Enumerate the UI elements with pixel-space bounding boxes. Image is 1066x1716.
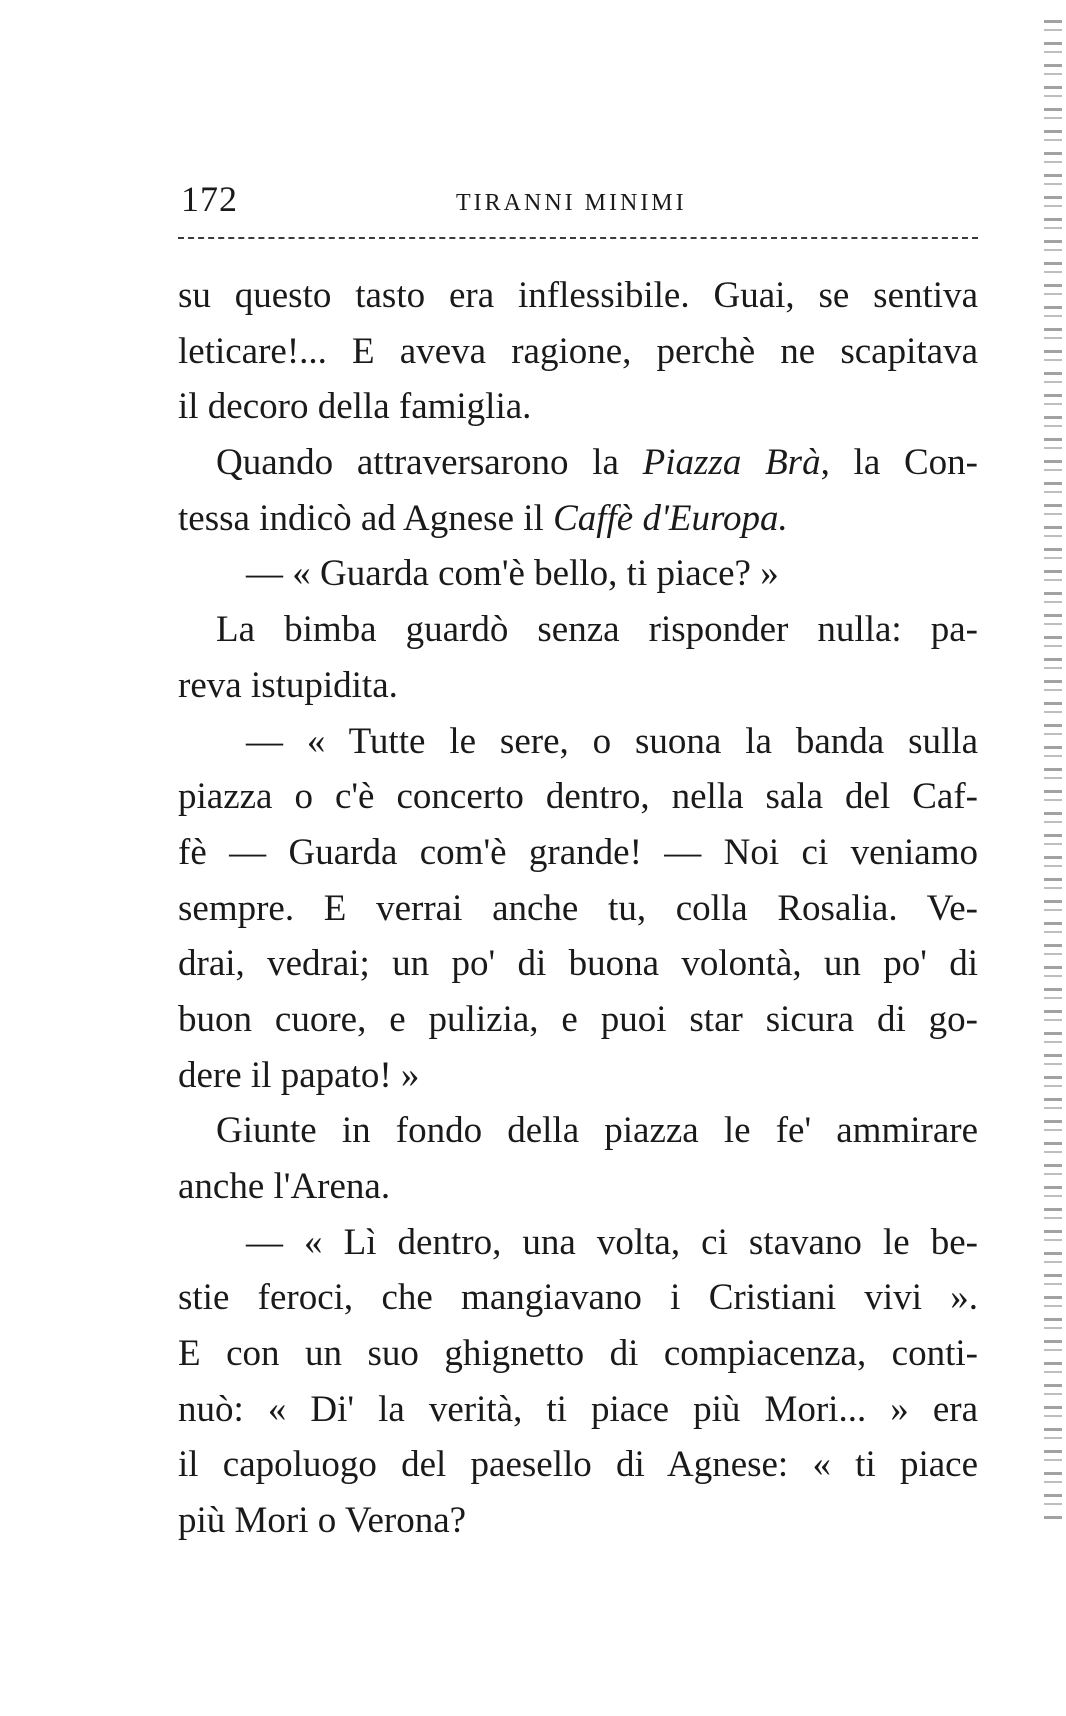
place-name-italic: Piazza Brà <box>642 442 821 484</box>
text-line: — « Lì dentro, una volta, ci stavano le be- <box>246 1221 978 1263</box>
text-segment: Quando attraversarono la <box>216 442 643 484</box>
text-line: E con un suo ghignetto di compiacenza, conti- <box>178 1333 978 1375</box>
body-text <box>178 268 978 1549</box>
text-line: — « Guarda com'è bello, ti piace? » <box>246 553 779 595</box>
text-line: La bimba guardò senza risponder nulla: pa- <box>216 609 978 651</box>
text-line: Giunte in fondo della piazza le fe' ammirare <box>216 1110 978 1152</box>
text-line <box>178 435 978 491</box>
text-line <box>178 491 978 547</box>
text-line: su questo tasto era inflessibile. Guai, se sentiva <box>178 275 978 316</box>
place-name-italic: Caffè d'Europa. <box>553 497 788 539</box>
text-line: il decoro della famiglia. <box>178 386 532 428</box>
text-line: drai, vedrai; un po' di buona volontà, un po' di <box>178 943 978 985</box>
text-line: fè — Guarda com'è grande! — Noi ci veniamo <box>178 831 978 873</box>
text-line: il capoluogo del paesello di Agnese: « ti piace <box>178 1444 978 1486</box>
text-line: buon cuore, e pulizia, e puoi star sicura di go- <box>178 998 978 1040</box>
scan-edge-marks <box>1044 20 1062 1520</box>
page-number: 172 <box>181 179 238 219</box>
text-line: più Mori o Verona? <box>178 1500 467 1542</box>
header-rule <box>178 237 978 239</box>
running-title: TIRANNI MINIMI <box>456 190 687 216</box>
text-line: leticare!... E aveva ragione, perchè ne scapitava <box>178 330 978 372</box>
text-line: stie feroci, che mangiavano i Cristiani vivi ». <box>178 1277 978 1319</box>
text-line: piazza o c'è concerto dentro, nella sala del Caf- <box>178 776 978 818</box>
text-line: — « Tutte le sere, o suona la banda sulla <box>246 720 978 762</box>
text-segment: , la Con- <box>820 442 978 484</box>
text-segment: tessa indicò ad Agnese il <box>178 497 554 539</box>
text-line: anche l'Arena. <box>178 1166 391 1207</box>
text-line: reva istupidita. <box>178 664 398 706</box>
text-line: sempre. E verrai anche tu, colla Rosalia. Ve- <box>178 887 978 929</box>
text-line: nuò: « Di' la verità, ti piace più Mori... » era <box>178 1388 978 1430</box>
text-line: dere il papato! » <box>178 1054 420 1096</box>
